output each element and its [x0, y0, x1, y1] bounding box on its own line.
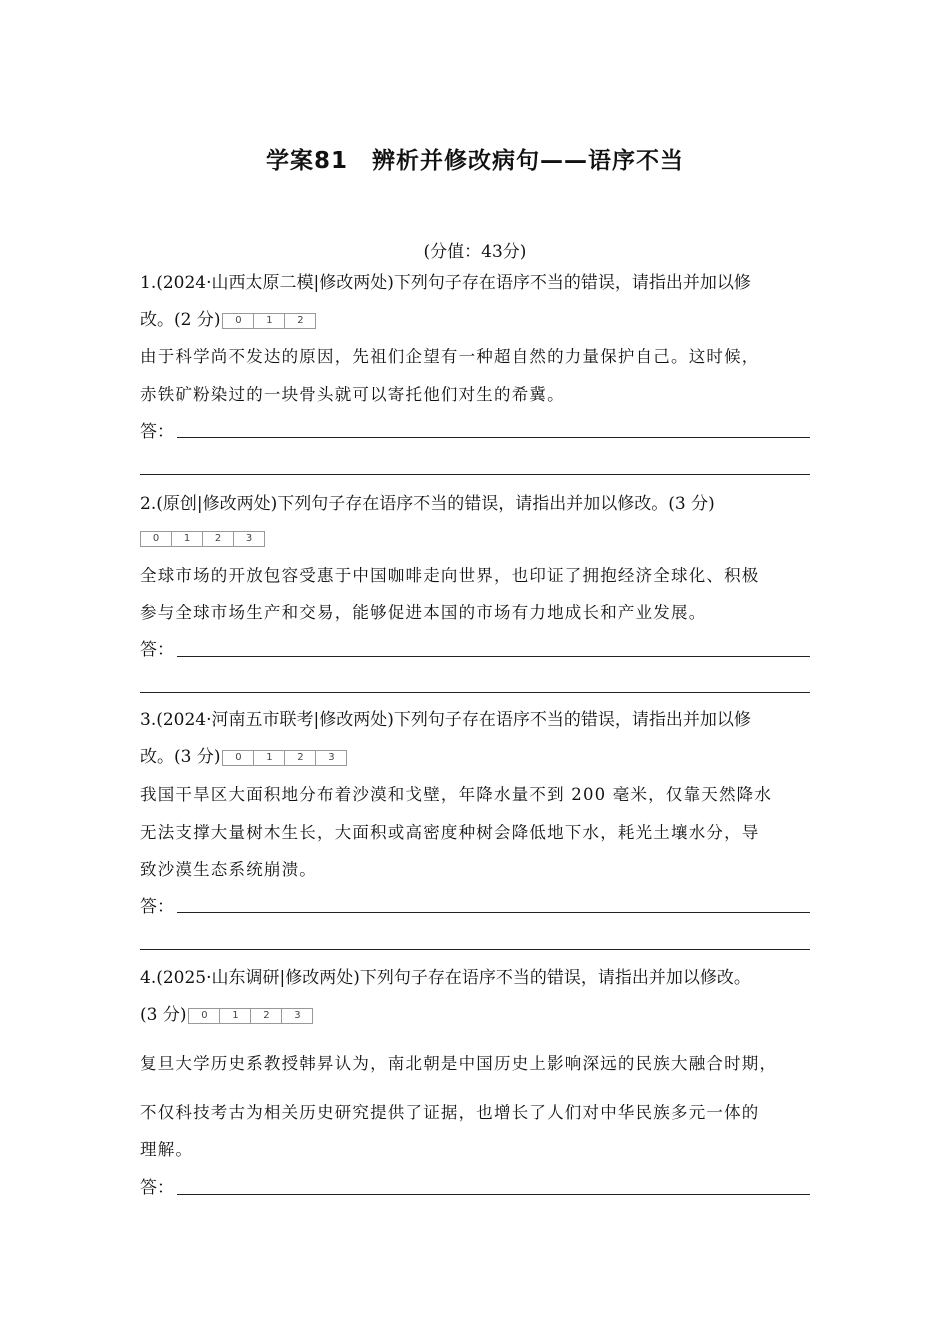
question-2-stem: 2.(原创|修改两处)下列句子存在语序不当的错误，请指出并加以修改。(3 分): [140, 494, 715, 514]
page-title: 学案81 辨析并修改病句——语序不当: [265, 148, 684, 174]
question-4-text: 理解。: [140, 1140, 194, 1159]
question-3-stem-cont: 改。(3 分) 0 1 2 3: [140, 745, 347, 769]
answer-line[interactable]: [140, 474, 810, 475]
question-2-text: 全球市场的开放包容受惠于中国咖啡走向世界，也印证了拥抱经济全球化、积极: [140, 566, 760, 585]
answer-line[interactable]: [177, 437, 810, 438]
question-3-stem: 3.(2024·河南五市联考|修改两处)下列句子存在语序不当的错误，请指出并加以修: [140, 710, 751, 730]
question-3-text: 致沙漠生态系统崩溃。: [140, 860, 317, 879]
score-grid[interactable]: 0 1 2: [222, 313, 316, 329]
question-1-text: 由于科学尚不发达的原因，先祖们企望有一种超自然的力量保护自己。这时候，: [140, 347, 760, 366]
answer-line[interactable]: [177, 1194, 810, 1195]
question-2-score-row: [140, 526, 265, 550]
question-4-stem: 4.(2025·山东调研|修改两处)下列句子存在语序不当的错误，请指出并加以修改。: [140, 968, 751, 988]
answer-label: 答：: [140, 1178, 174, 1198]
question-1-text: 赤铁矿粉染过的一块骨头就可以寄托他们对生的希冀。: [140, 385, 565, 404]
answer-label: 答：: [140, 640, 174, 660]
question-4-stem-cont: (3 分) 0 1 2 3: [140, 1003, 313, 1027]
question-1-stem: 1.(2024·山西太原二模|修改两处)下列句子存在语序不当的错误，请指出并加以修: [140, 273, 751, 293]
question-4-text: 不仅科技考古为相关历史研究提供了证据，也增长了人们对中华民族多元一体的: [140, 1103, 760, 1122]
question-3-text: 我国干旱区大面积地分布着沙漠和戈壁，年降水量不到 200 毫米，仅靠天然降水: [140, 785, 773, 804]
question-1-stem-cont: 改。(2 分) 0 1 2: [140, 308, 316, 332]
score-grid[interactable]: 0 1 2 3: [140, 531, 265, 547]
answer-line[interactable]: [140, 949, 810, 950]
score-grid[interactable]: 0 1 2 3: [222, 750, 347, 766]
answer-line[interactable]: [177, 912, 810, 913]
answer-line[interactable]: [177, 656, 810, 657]
score-total: (分值：43分): [423, 242, 527, 262]
answer-line[interactable]: [140, 692, 810, 693]
score-grid[interactable]: 0 1 2 3: [188, 1008, 313, 1024]
question-3-text: 无法支撑大量树木生长，大面积或高密度种树会降低地下水，耗光土壤水分，导: [140, 823, 760, 842]
answer-label: 答：: [140, 897, 174, 917]
question-4-text: 复旦大学历史系教授韩昇认为，南北朝是中国历史上影响深远的民族大融合时期，: [140, 1054, 778, 1073]
answer-label: 答：: [140, 422, 174, 442]
question-2-text: 参与全球市场生产和交易，能够促进本国的市场有力地成长和产业发展。: [140, 603, 707, 622]
